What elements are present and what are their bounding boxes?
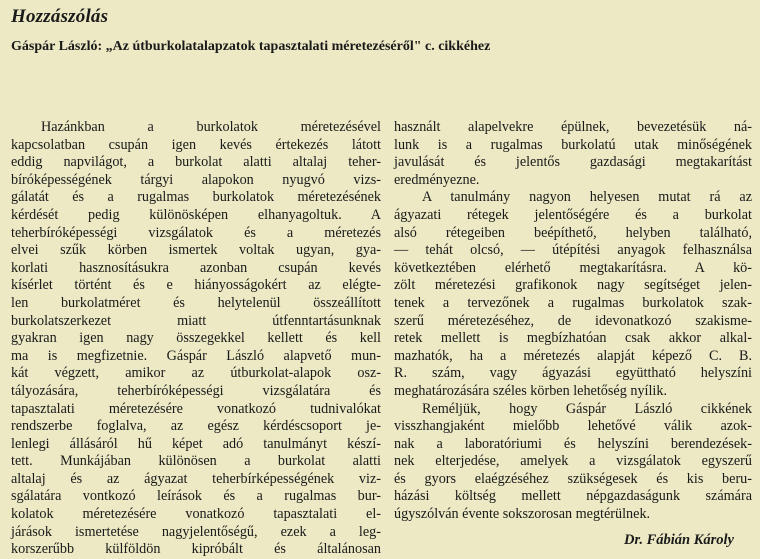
text-line: altalaj és az ágyazat teherbírképességének viz- (11, 470, 381, 487)
text-line: használt alapelvekre épülnek, bevezetésük ná- (394, 119, 752, 135)
text-line: meghatározására széles körben lehetőség nyílik. (394, 382, 667, 399)
text-line: szerű méretezéséhez, de idevonatkozó szakisme- (394, 312, 752, 329)
text-line: korlati hasznosításukra azonban csupán kevés (11, 259, 381, 276)
text-line: következtében elérhető megtakarításra. A kö- (394, 259, 752, 276)
text-line: nek elterjedése, amelyek a vizsgálatok egyszerű (394, 453, 752, 470)
text-line: zölt méretezési grafikonok nagy segítséget jelen- (394, 277, 752, 294)
text-line: tett. Munkájában különösen a burkolat alatti (11, 453, 381, 470)
text-line: tályozására, teherbíróképességi vizsgálatára és (11, 382, 381, 399)
text-line: lenlegi állásáról hű képet adó tanulmányt készí- (11, 435, 381, 452)
text-line: sgálatára vontkozó leírások és a rugalmas bur- (11, 488, 381, 505)
text-line: — tehát olcsó, — útépítési anyagok felhasználsa (394, 242, 752, 259)
text-line: eddig napvilágot, a burkolat alatti altalaj teher- (11, 154, 381, 171)
text-line: burkolatszerkezet miatt útfenntartásunknak (11, 312, 381, 329)
text-line: kísérlet történt és e hiányosságokért az elégte- (11, 277, 381, 294)
text-line: kolatok méretezésére vonatkozó tapasztalati el- (11, 506, 381, 523)
text-line: A tanulmány nagyon helyesen mutat rá az (422, 189, 752, 206)
text-line: nak a laboratóriumi és helyszíni berendezések- (394, 435, 752, 452)
text-line: tapasztalati méretezésére vonatkozó tudnivalókat (11, 400, 381, 417)
text-line: ma is megfizetnie. Gáspár László alapvető mun- (11, 347, 381, 364)
text-line: ágyazati rétegek jelentőségére és a burkolat (394, 206, 752, 223)
text-line: rendszerbe foglalva, az egész kérdéscsoport je- (11, 418, 381, 435)
text-line: kapcsolatban csupán igen kevés értekezés látott (11, 136, 381, 153)
text-line: kát végzett, amikor az útburkolat-alapok osz- (11, 365, 381, 382)
text-line: javulását és jelentős gazdasági megtakarítást (394, 154, 752, 171)
text-line: elvei szűk körben ismertek voltak ugyan, gya- (11, 242, 381, 259)
text-line: járások ismertetése nagyjelentőségű, ezek a leg- (11, 523, 381, 540)
article-heading: Hozzászólás (11, 6, 109, 27)
text-line: korszerűbb külföldön kipróbált és általánosan (11, 541, 381, 558)
text-line: házási költség mellett népgazdaságunk számára (394, 488, 752, 505)
right-column (394, 119, 752, 524)
text-line: bíróképességének tárgyi alapokon nyugvó vizs- (11, 171, 381, 188)
text-line: lunk is a rugalmas burkolatú utak minőségének (394, 136, 752, 153)
text-line: Hazánkban a burkolatok méretezésével (41, 119, 381, 135)
text-line: kérdését pedig különösképen elhanyagoltuk. A (11, 206, 381, 223)
text-line: tenek a tervezőnek a rugalmas burkolatok szak- (394, 294, 752, 311)
text-line: úgyszólván évente sokszorosan megtérülnek. (394, 506, 651, 523)
text-line: R. szám, vagy ágyazási együttható helyszíni (394, 365, 752, 382)
author-signature: Dr. Fábián Károly (624, 532, 734, 548)
text-line: teherbíróképességi vizsgálatok és a méretezés (11, 224, 381, 241)
article-subheading: Gáspár László: „Az útburkolatalapzatok tapasztalati méretezéséről" c. cikkéhez (11, 39, 491, 54)
text-line: gálatát és a rugalmas burkolatok méretezésének (11, 189, 381, 206)
left-column (11, 119, 381, 559)
text-line: Reméljük, hogy Gáspár László cikkének (422, 400, 752, 417)
text-line: mazhatók, ha a méretezés alapját képező C. B. (394, 347, 752, 364)
text-line: retek mellett is megbízhatóan csak akkor alkal- (394, 330, 752, 347)
text-line: visszhangjaként mielőbb lehetővé válik azok- (394, 418, 752, 435)
text-line: len burkolatméret és helytelenül összeállított (11, 294, 381, 311)
text-line: alsó rétegeiben beépíthető, helyben található, (394, 224, 752, 241)
text-line: és gyors elaégzéséhez szükségesek és kis beru- (394, 470, 752, 487)
text-line: gyakran igen nagy összegekkel kellett és kell (11, 330, 381, 347)
text-line: eredményezne. (394, 171, 480, 188)
